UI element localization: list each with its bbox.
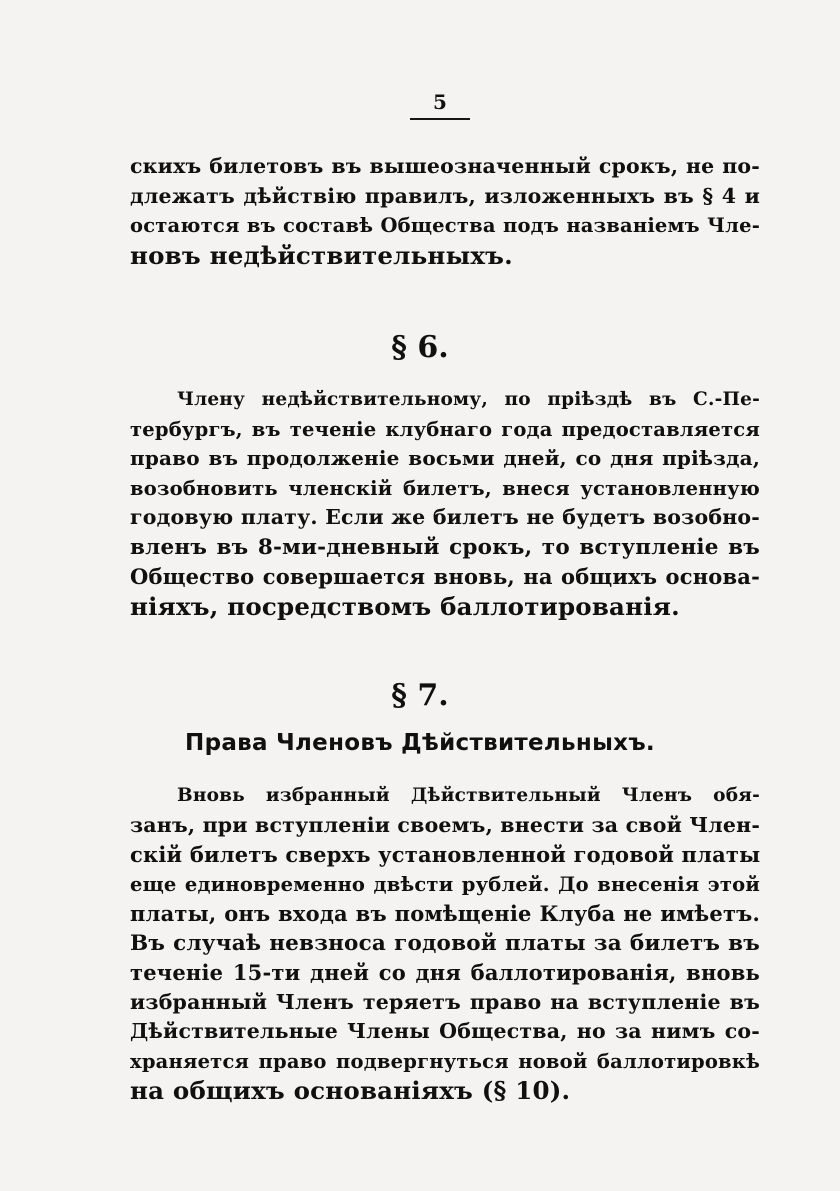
text-line: возобновить членскій билетъ, внеся установленную — [130, 476, 760, 500]
page-number-rule — [410, 118, 470, 120]
section-6-paragraph — [130, 385, 760, 621]
text-line: скій билетъ сверхъ установленной годовой платы — [130, 842, 761, 867]
text-line: длежатъ дѣйствію правилъ, изложенныхъ въ § 4 и — [130, 183, 760, 208]
text-line: ніяхъ, посредствомъ баллотированія. — [130, 591, 680, 621]
section-7-title: Права Членовъ Дѣйствительныхъ. — [185, 730, 655, 756]
text-line: Члену недѣйствительному, по пріѣздѣ въ С.-Пе- — [177, 389, 760, 410]
text-line: годовую плату. Если же билетъ не будетъ возобно- — [130, 505, 760, 529]
text-line: избранный Членъ теряетъ право на вступленіе въ — [130, 989, 760, 1014]
text-line: Въ случаѣ невзноса годовой платы за билетъ въ — [130, 930, 760, 956]
paragraph-continued — [130, 152, 760, 270]
text-line: тербургъ, въ теченіе клубнаго года предоставляется — [130, 417, 760, 441]
text-line: храняется право подвергнуться новой баллотировкѣ — [130, 1049, 760, 1073]
text-line: право въ продолженіе восьми дней, со дня пріѣзда, — [130, 446, 760, 470]
text-line: Дѣйствительные Члены Общества, но за нимъ со- — [130, 1019, 760, 1043]
text-line: Вновь избранный Дѣйствительный Членъ обя- — [177, 785, 760, 806]
section-7-heading: § 7. — [391, 678, 449, 713]
text-line: платы, онъ входа въ помѣщеніе Клуба не имѣетъ. — [130, 901, 760, 926]
section-6-heading: § 6. — [391, 330, 449, 365]
text-line: вленъ въ 8-ми-дневный срокъ, то вступленіе въ — [130, 534, 760, 560]
text-line: скихъ билетовъ въ вышеозначенный срокъ, не по- — [130, 154, 760, 178]
text-line: на общихъ основаніяхъ (§ 10). — [130, 1076, 571, 1105]
text-line: новъ недѣйствительныхъ. — [130, 240, 513, 270]
text-line: занъ, при вступленіи своемъ, внести за свой Член- — [130, 812, 761, 837]
text-line: еще единовременно двѣсти рублей. До внесенія этой — [130, 872, 760, 896]
page-number: 5 — [433, 90, 447, 114]
text-line: Общество совершается вновь, на общихъ основа- — [130, 564, 760, 589]
section-7-paragraph — [130, 781, 760, 1106]
text-line: остаются въ составѣ Общества подъ названіемъ Чле- — [130, 214, 760, 237]
text-line: теченіе 15-ти дней со дня баллотированія, вновь — [130, 960, 760, 985]
